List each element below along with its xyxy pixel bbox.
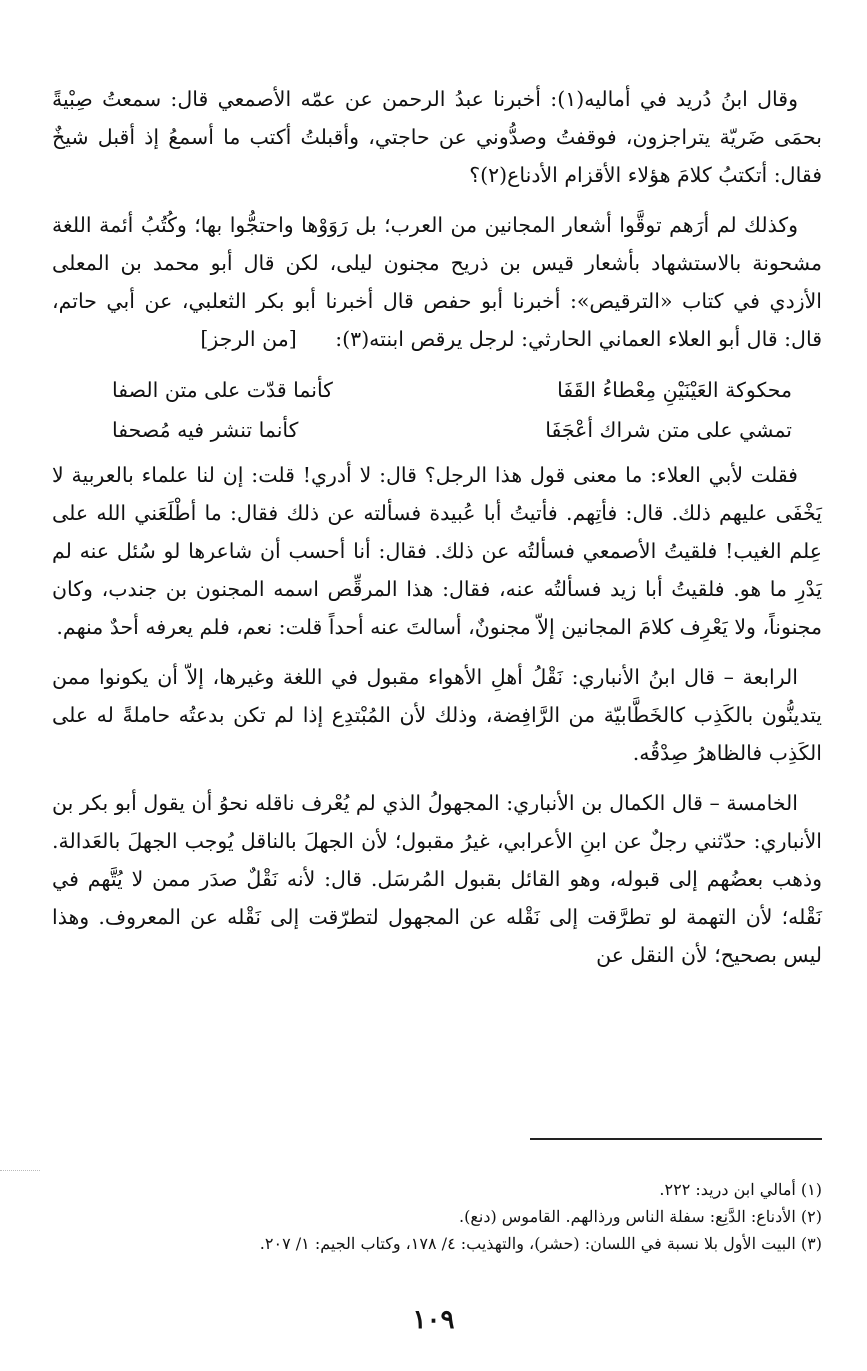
poem <box>52 370 822 450</box>
verse-line-2 <box>52 410 822 450</box>
footnote-1: (١) أمالي ابن دريد: ٢٢٢. <box>659 1180 822 1199</box>
paragraph-ibn-durayd: وقال ابنُ دُريد في أماليه(١): أخبرنا عبدُ الرحمن عن عمّه الأصمعي قال: سمعتُ صِبْيةً بحمَى ضَريّة يتراجزون، فوقفتُ وصدُّوني عن حاجتي، وأقبلتُ أكتب ما أسمعُ إذ أقبل شيخٌ فقال: أتكتبُ كلامَ هؤلاء الأقزام الأدناع(٢)؟ <box>52 87 822 187</box>
footnote-separator <box>530 1138 822 1140</box>
paragraph-majanin <box>52 206 822 358</box>
footnote-2: (٢) الأدناع: الدَّنِع: سفلة الناس ورذالهم. القاموس (دنع). <box>459 1207 822 1226</box>
page-number: ١٠٩ <box>412 1305 455 1335</box>
verse-2-second-hemistich: كأنما تنشر فيه مُصحفا <box>112 418 299 442</box>
footnote-3: (٣) البيت الأول بلا نسبة في اللسان: (حشر)، والتهذيب: ٤/ ١٧٨، وكتاب الجيم: ١/ ٢٠٧. <box>259 1234 822 1253</box>
verse-2-first-hemistich: تمشي على متن شراك أعْجَفَا <box>545 418 792 442</box>
paragraph-rabia: الرابعة – قال ابنُ الأنباري: نَقْلُ أهلِ الأهواء مقبول في اللغة وغيرها، إلاّ أن يكونوا ممن يتدينُّون بالكَذِب كالخَطَّابيّة من الرَّافِضة، وذلك لأن المُبْتدِع إذا لم تكن بدعتُه حاملةً له على الكَذِب فالظاهرُ صِدْقُه. <box>52 665 822 765</box>
verse-line-1 <box>52 370 822 410</box>
meter-note: [من الرجز] <box>200 327 297 351</box>
main-text <box>52 80 822 986</box>
paragraph-majanin-text: وكذلك لم أرَهم توقَّوا أشعار المجانين من العرب؛ بل رَوَوْها واحتجُّوا بها؛ وكُتُبُ أئمة اللغة مشحونة بالاستشهاد بأشعار قيس بن ذريح مجنون ليلى، لكن قال أبو محمد بن المعلى الأزدي في كتاب «الترقيص»: أخبرنا أبو حفص قال أخبرنا أبو بكر الثعلبي، عن أبي حاتم، قال: قال أبو العلاء العماني الحارثي: لرجل يرقص ابنته(٣): <box>52 213 822 351</box>
verse-1-first-hemistich: محكوكة العَيْنَيْنِ مِعْطاءُ القَفَا <box>557 378 792 402</box>
paragraph-khamisa: الخامسة – قال الكمال بن الأنباري: المجهولُ الذي لم يُعْرف ناقله نحوُ أن يقول أبو بكر بن الأنباري: حدّثني رجلٌ عن ابنِ الأعرابي، غيرُ مقبول؛ لأن الجهلَ بالناقل يُوجب الجهلَ بالعَدالة. وذهب بعضُهم إلى قبوله، وهو القائل بقبول المُرسَل. قال: لأنه نَقْلٌ صدَر ممن لا يُتَّهم في نَقْله؛ لأن التهمة لو تطرَّقت إلى نَقْله عن المجهول لتطرّقت إلى نَقْله عن المعروف. وهذا ليس بصحيح؛ لأن النقل عن <box>52 791 822 967</box>
scan-edge-mark <box>0 1170 40 1171</box>
verse-1-second-hemistich: كأنما قدّت على متن الصفا <box>112 378 333 402</box>
footnotes <box>52 1176 822 1257</box>
paragraph-abu-al-ala: فقلت لأبي العلاء: ما معنى قول هذا الرجل؟ قال: لا أدري! قلت: إن لنا علماء بالعربية لا يَخْفَى عليهم ذلك. قال: فأتِهم. فأتيتُ أبا عُبيدة فسألته عن ذلك فقال: ما أطْلَعَني الله على عِلم الغيب! فلقيتُ الأصمعي فسألتُه عن ذلك. فقال: أنا أحسب أن شاعرها لو سُئل عنه لم يَدْرِ ما هو. فلقيتُ أبا زيد فسألتُه عنه، فقال: هذا المرقِّص اسمه المجنون بن جندب، وكان مجنوناً، ولا يَعْرِف كلامَ المجانين إلاّ مجنونٌ، أسالتَ عنه أحداً قلت: نعم، فلم يعرفه أحدٌ منهم. <box>52 463 822 639</box>
